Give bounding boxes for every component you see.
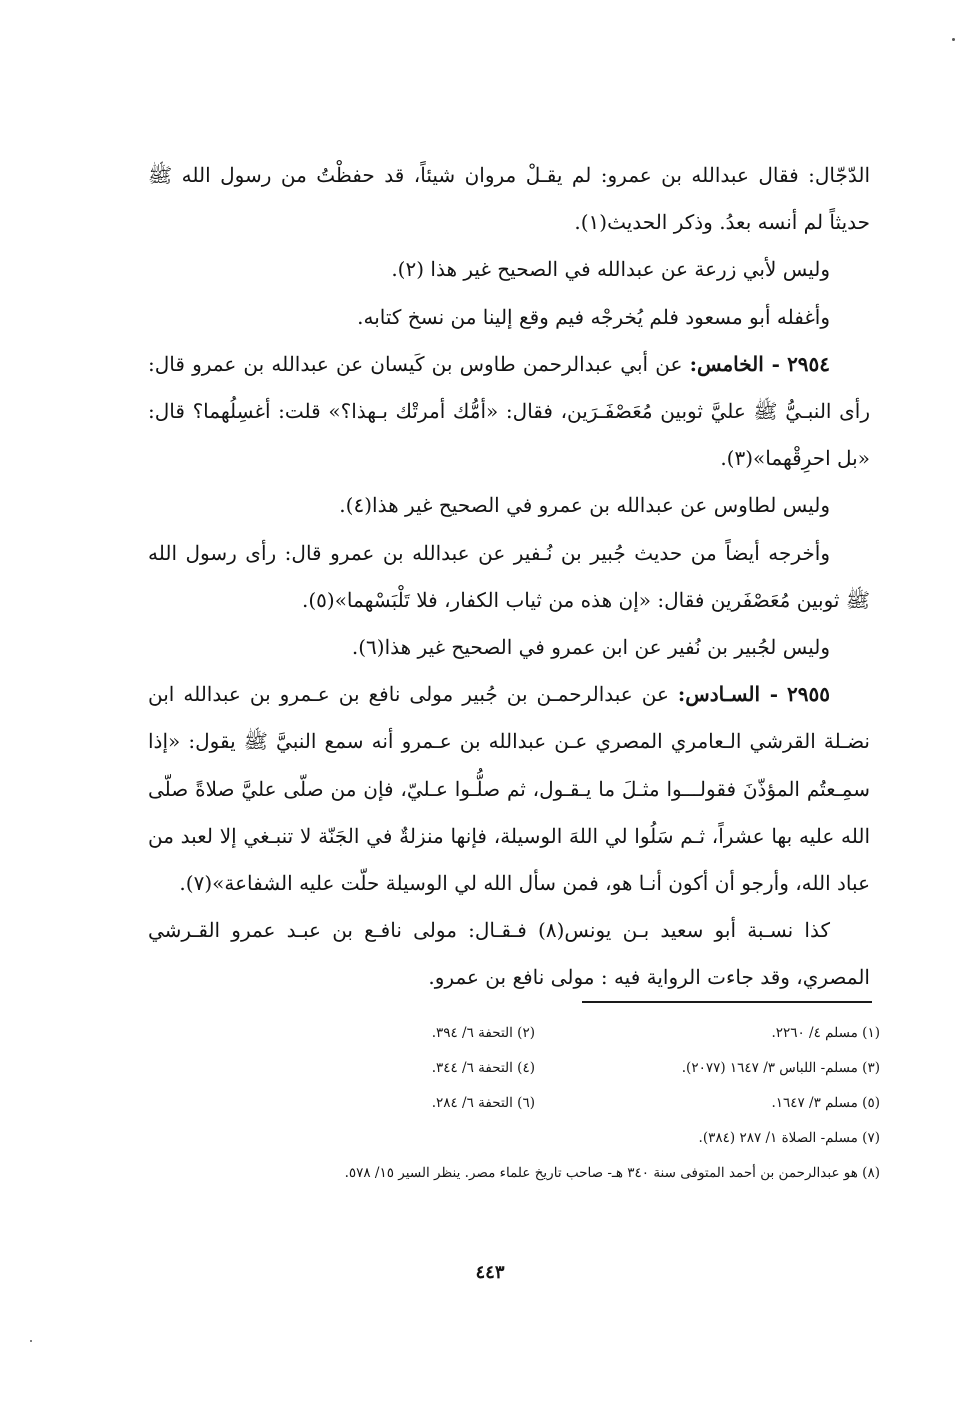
paragraph-7 xyxy=(148,624,870,671)
footnote-divider xyxy=(582,1001,872,1003)
footnote-2: (٢) التحفة ٦/ ٣٩٤. xyxy=(431,1025,535,1041)
paragraph-3-text: وأغفله أبو مسعود فلم يُخرجْه فيم وقع إلينا من نسخ كتابه. xyxy=(357,304,830,329)
paragraph-6-text: وأخرجه أيضاً من حديث جُبير بن نُـفير عن عبدالله بن عمرو قال: رأى رسول الله ﷺ ثوبين مُعَصْفَرين فقال: «إن هذه من ثياب الكفار، فلا تَلْبَسْهما»(٥). xyxy=(148,540,870,612)
paragraph-9-text: كذا نسـبة أبو سعيد بـن يونس(٨) فـقـال: مولى نافـع بن عبـد عمرو القـرشي المصري، وقد جاءت الرواية فيه : مولى نافع بن عمرو. xyxy=(148,918,870,990)
footnotes xyxy=(190,1016,880,1191)
hadith-2954 xyxy=(148,341,870,483)
footnote-4: (٤) التحفة ٦/ ٣٤٤. xyxy=(431,1060,535,1076)
paragraph-6 xyxy=(148,530,870,624)
body-text xyxy=(148,152,870,1002)
page-number: ٤٤٣ xyxy=(475,1262,505,1283)
paragraph-2 xyxy=(148,246,870,293)
paragraph-5 xyxy=(148,482,870,529)
paragraph-3 xyxy=(148,294,870,341)
hadith-number-2955: ٢٩٥٥ xyxy=(787,682,830,707)
paragraph-5-text: وليس لطاوس عن عبدالله بن عمرو في الصحيح غير هذا(٤). xyxy=(339,493,830,518)
scan-speck xyxy=(30,1340,32,1342)
footnote-8: (٨) هو عبدالرحمن بن أحمد المتوفى سنة ٣٤٠ هـ- صاحب تاريخ علماء مصر. ينظر السير ١٥/ ٥٧٨. xyxy=(344,1165,880,1181)
hadith-2955 xyxy=(148,671,870,907)
footnote-1: (١) مسلم ٤/ ٢٢٦٠. xyxy=(771,1025,880,1041)
footnote-row xyxy=(190,1051,880,1086)
paragraph-7-text: وليس لجُبير بن نُفير عن ابن عمرو في الصحيح غير هذا(٦). xyxy=(351,635,830,660)
paragraph-1-text: الدّجّال: فقال عبدالله بن عمرو: لم يقـلْ مروان شيئاً، قد حفظْتُ من رسول الله ﷺ حديثاً لم أنسه بعدُ. وذكر الحديث(١). xyxy=(148,163,870,235)
footnote-row xyxy=(190,1086,880,1121)
footnote-3: (٣) مسلم- اللباس ٣/ ١٦٤٧ (٢٠٧٧). xyxy=(681,1060,880,1076)
footnote-7: (٧) مسلم- الصلاة ١/ ٢٨٧ (٣٨٤). xyxy=(698,1130,880,1146)
footnote-6: (٦) التحفة ٦/ ٢٨٤. xyxy=(431,1095,535,1111)
footnote-5: (٥) مسلم ٣/ ١٦٤٧. xyxy=(771,1095,880,1111)
hadith-heading-2954: - الخامس: xyxy=(689,351,780,376)
hadith-text-2955: عن عبدالرحمـن بن جُبير مولى نافع بن عـمرو بن عبدالله ابن نضـلة القرشي الـعامري المصري عـن عبدالله بن عـمرو أنه سمع النبيَّ ﷺ يقول: «إذا سمِـعتُم المؤذّنَ فقولـــوا مثـلَ ما يـقـول، ثم صلُّـوا عـليّ، فإن من صلّى عليَّ صلاةً صلّى الله عليه بها عشراً، ثـم سَلُوا لي اللهَ الوسيلة، فإنها منزلةٌ في الجَنّة لا تنبـغي إلا لعبد من عباد الله، وأرجو أن أكون أنـا هو، فمن سأل الله لي الوسيلة حلّت عليه الشفاعة»(٧). xyxy=(148,682,870,896)
paragraph-1 xyxy=(148,152,870,246)
hadith-number-2954: ٢٩٥٤ xyxy=(787,351,831,376)
hadith-text-2954: عن أبي عبدالرحمن طاوس بن كَيسان عن عبدالله بن عمرو قال: رأى النبـيُّ ﷺ عليَّ ثوبين مُعَصْفَـرَين، فقال: «أمُّك أمرتْك بـهذا؟» قلت: أغسِلُهما؟ قال: «بل احرِقْهما»(٣). xyxy=(148,351,870,471)
paragraph-9 xyxy=(148,907,870,1001)
hadith-heading-2955: - السـادس: xyxy=(677,682,778,707)
scan-speck xyxy=(952,38,955,41)
paragraph-2-text: وليس لأبي زرعة عن عبدالله في الصحيح غير هذا (٢). xyxy=(391,257,830,282)
footnote-row xyxy=(190,1016,880,1051)
